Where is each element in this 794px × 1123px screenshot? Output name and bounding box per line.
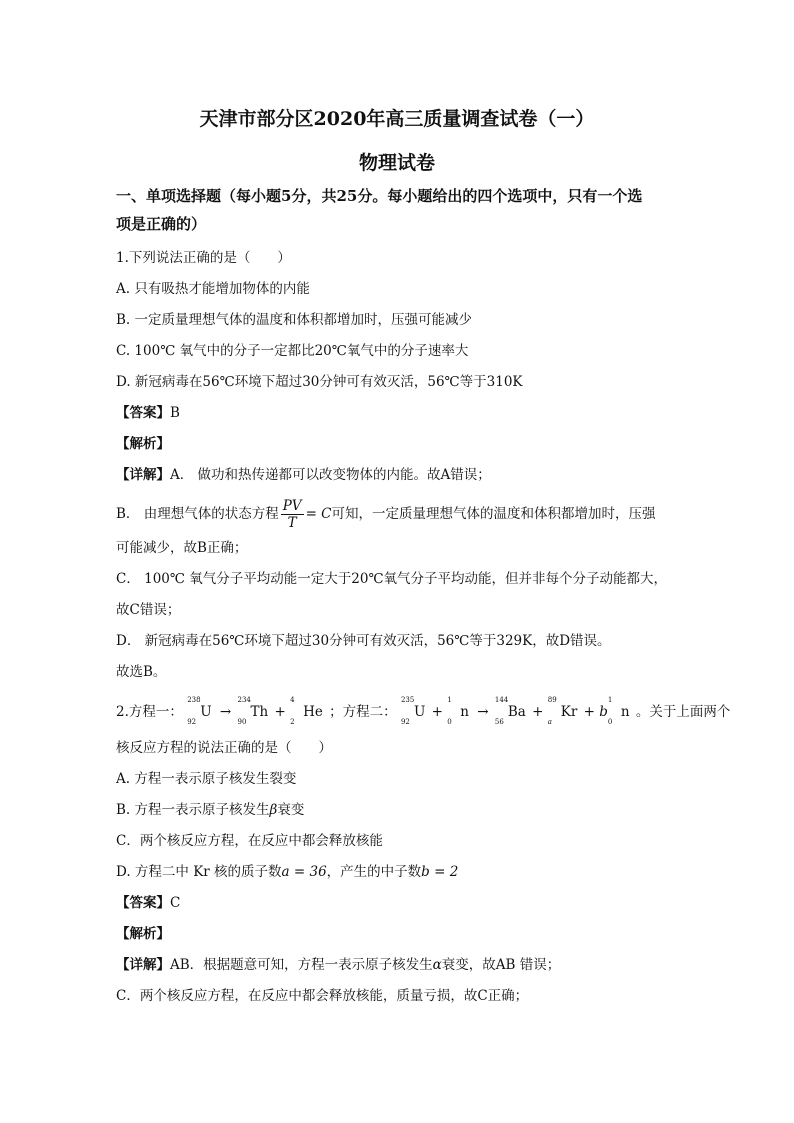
fraction-numerator: PV (282, 498, 302, 514)
q2-option-d-pre: D. 方程二中 Kr 核的质子数 (116, 864, 282, 880)
nuclide-th234: 234 90 Th (237, 696, 269, 726)
q2-option-b-pre: B. 方程一表示原子核发生 (116, 802, 270, 818)
answer-tag: 【答案】 (116, 405, 170, 421)
q1-conclusion: 故选B。 (116, 664, 167, 680)
equation-rhs: = C (305, 506, 332, 522)
q2-stem-mid: ；方程二： (329, 704, 397, 720)
beta-symbol: β (269, 802, 278, 818)
q2-option-d-mid: ，产生的中子数 (326, 864, 422, 880)
proton-number-eq: a = 36 (281, 864, 327, 880)
q2-detail-c: C．两个核反应方程，在反应中都会释放核能，质量亏损，故C正确； (116, 988, 529, 1004)
section-heading-line2: 项是正确的） (116, 215, 207, 233)
detail-ab-pre: AB．根据题意可知，方程一表示原子核发生 (170, 957, 433, 973)
alpha-symbol: α (432, 957, 442, 973)
nuclide-kr89: 89 a Kr (547, 696, 578, 726)
q2-stem-line2: 核反应方程的说法正确的是（ ） (116, 740, 332, 756)
q2-stem-post: 。关于上面两个 (635, 704, 731, 720)
q1-detail-c-1: C． 100℃ 氧气分子平均动能一定大于20℃氧气分子平均动能，但并非每个分子动能都大， (116, 571, 668, 587)
analysis-tag: 【解析】 (116, 926, 170, 942)
section-heading-line1: 一、单项选择题（每小题5分，共25分。每小题给出的四个选项中，只有一个选 (116, 187, 643, 205)
q2-option-d (116, 862, 458, 882)
reaction-arrow-icon: → (477, 704, 489, 720)
q1-option-a: A. 只有吸热才能增加物体的内能 (116, 281, 310, 297)
detail-tag: 【详解】 (116, 467, 170, 483)
q2-stem-line1 (116, 696, 731, 726)
q1-detail-b (116, 496, 656, 532)
q1-option-c: C. 100℃ 氧气中的分子一定都比20℃氧气中的分子速率大 (116, 343, 469, 359)
q2-option-c: C．两个核反应方程，在反应中都会释放核能 (116, 833, 383, 849)
page-subtitle: 物理试卷 (358, 152, 435, 174)
detail-tag: 【详解】 (116, 957, 170, 973)
nuclide-ba144: 144 56 Ba (494, 696, 526, 726)
plus-sign: + (431, 704, 443, 720)
neutron-count-eq: b = 2 (421, 864, 459, 880)
nuclide-u235: 235 92 U (400, 696, 426, 726)
page-title: 天津市部分区2020年高三质量调查试卷（一） (199, 108, 595, 130)
q2-detail-ab (116, 955, 560, 975)
reaction-arrow-icon: → (219, 704, 232, 720)
q1-detail-a (116, 465, 491, 485)
answer-value: B (170, 405, 180, 421)
detail-b-pre: B． 由理想气体的状态方程 (116, 506, 279, 522)
q1-option-b: B. 一定质量理想气体的温度和体积都增加时，压强可能减少 (116, 312, 473, 328)
plus-sign: + (532, 704, 544, 720)
q2-analysis-tag (116, 924, 170, 944)
q1-answer-line (116, 403, 180, 423)
q2-answer-line (116, 893, 180, 913)
plus-sign: + (274, 704, 286, 720)
q2-option-b-post: 衰变 (277, 802, 305, 818)
nuclide-he4: 4 2 He (290, 696, 323, 726)
detail-a-text: A． 做功和热传递都可以改变物体的内能。故A错误； (170, 467, 491, 483)
q1-detail-d: D． 新冠病毒在56℃环境下超过30分钟可有效灭活，56℃等于329K，故D错误。 (116, 633, 611, 649)
q2-option-b (116, 800, 304, 820)
answer-tag: 【答案】 (116, 895, 170, 911)
q1-analysis-tag (116, 434, 170, 454)
state-equation-fraction (281, 498, 304, 531)
q1-detail-c-2: 故C错误； (116, 602, 181, 618)
q1-stem: 1.下列说法正确的是（ ） (116, 250, 291, 266)
q2-option-a: A. 方程一表示原子核发生裂变 (116, 771, 297, 787)
nuclide-u238: 238 92 U (187, 696, 212, 726)
q1-option-d: D. 新冠病毒在56℃环境下超过30分钟可有效灭活，56℃等于310K (116, 374, 523, 390)
answer-value: C (170, 895, 181, 911)
fraction-denominator: T (287, 515, 297, 531)
q2-stem-pre: 2.方程一： (116, 704, 183, 720)
q1-detail-b-cont: 可能减少，故B正确； (116, 540, 248, 556)
neutron-coefficient: b (599, 704, 608, 720)
nuclide-neutron: 1 0 n (447, 696, 469, 726)
nuclide-neutron-out: 1 0 n (607, 696, 630, 726)
detail-ab-post: 衰变，故AB 错误； (441, 957, 561, 973)
detail-b-post: 可知，一定质量理想气体的温度和体积都增加时，压强 (331, 506, 656, 522)
analysis-tag: 【解析】 (116, 436, 170, 452)
plus-sign: + (583, 704, 595, 720)
